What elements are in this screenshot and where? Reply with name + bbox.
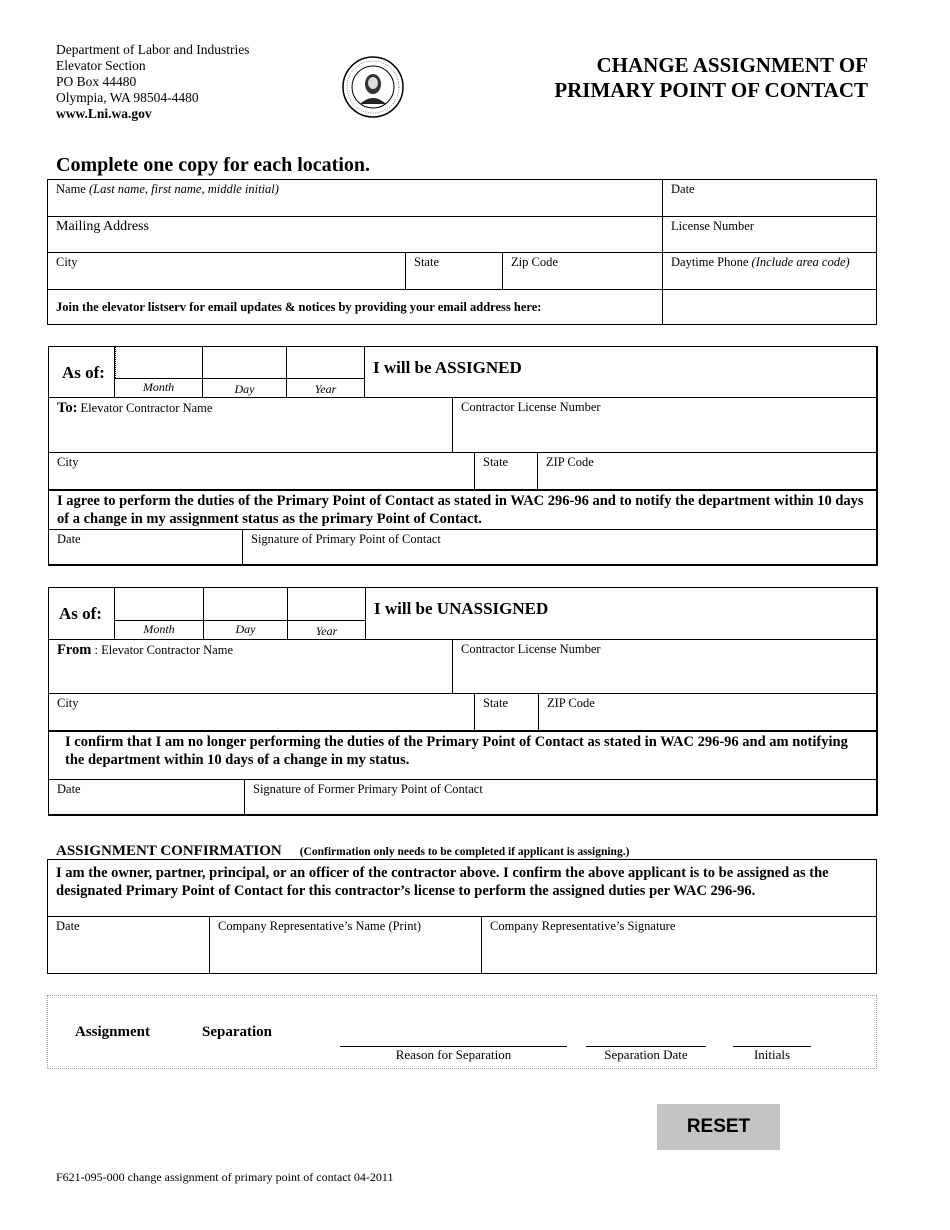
assigned-state-input[interactable] [481, 468, 537, 488]
assignment-label: Assignment [75, 1024, 151, 1040]
unassigned-year-label: Year [288, 620, 366, 639]
assigned-day-input[interactable] [209, 353, 287, 375]
state-seal-icon [342, 56, 404, 118]
assigned-state-label: State [483, 455, 508, 469]
mailing-address-input[interactable] [58, 232, 662, 252]
unassigned-month-input[interactable] [121, 594, 203, 616]
agency-website: www.Lni.wa.gov [56, 106, 152, 121]
unassigned-zip-input[interactable] [547, 709, 871, 729]
assigned-month-label: Month [115, 378, 203, 397]
address-line-3: PO Box 44480 [56, 74, 137, 89]
assigned-date-label: Date [57, 532, 81, 546]
initials-input[interactable] [736, 1026, 812, 1046]
phone-label: Daytime Phone [671, 255, 752, 269]
license-label: License Number [671, 219, 754, 233]
form-title-line-2: PRIMARY POINT OF CONTACT [554, 78, 868, 102]
assigned-city-label: City [57, 455, 79, 469]
assigned-section [48, 346, 878, 566]
initials-label: Initials [753, 1047, 791, 1062]
zip-label: Zip Code [511, 255, 558, 269]
assigned-day-label: Day [203, 378, 287, 397]
form-title [470, 53, 868, 103]
reset-button[interactable]: RESET [657, 1104, 780, 1150]
date-label: Date [671, 182, 695, 196]
unassigned-date-input[interactable] [59, 795, 243, 815]
email-input[interactable] [670, 298, 874, 320]
zip-input[interactable] [511, 268, 660, 288]
name-hint: (Last name, first name, middle initial) [88, 182, 279, 196]
unassigned-as-of-label: As of: [49, 588, 115, 639]
confirmation-note: (Confirmation only needs to be completed if applicant is assigning.) [299, 846, 630, 858]
assigned-city-input[interactable] [59, 468, 473, 488]
assigned-year-input[interactable] [293, 353, 365, 375]
unassigned-from-separator: : [91, 643, 98, 657]
rep-signature-input[interactable] [490, 938, 874, 960]
confirmation-date-input[interactable] [58, 938, 208, 960]
assigned-statement: I agree to perform the duties of the Primary Point of Contact as stated in WAC 296-96 and to notify the department within 10 days of a change in my assignment status as the primary Point of Contact. [49, 489, 877, 529]
assigned-signature-input[interactable] [251, 545, 875, 565]
assigned-license-input[interactable] [461, 421, 875, 443]
assigned-zip-input[interactable] [546, 468, 870, 488]
separation-date-label: Separation Date [604, 1047, 688, 1062]
assigned-contractor-name-input[interactable] [59, 425, 453, 447]
unassigned-contractor-name-input[interactable] [59, 666, 453, 688]
city-input[interactable] [58, 268, 402, 288]
unassigned-city-input[interactable] [59, 709, 473, 729]
form-title-line-1: CHANGE ASSIGNMENT OF [596, 53, 868, 77]
applicant-section [47, 179, 877, 325]
address-line-2: Elevator Section [56, 58, 146, 73]
name-label: Name [56, 182, 89, 196]
assigned-as-of-label: As of: [49, 347, 115, 397]
phone-hint: (Include area code) [751, 255, 850, 269]
rep-name-label: Company Representative’s Name (Print) [218, 919, 422, 933]
unassigned-day-input[interactable] [210, 594, 288, 616]
reason-label: Reason for Separation [395, 1047, 512, 1062]
address-line-4: Olympia, WA 98504-4480 [56, 90, 199, 105]
rep-name-input[interactable] [218, 938, 480, 960]
unassigned-state-label: State [483, 696, 508, 710]
assigned-date-input[interactable] [59, 545, 241, 565]
unassigned-license-label: Contractor License Number [461, 642, 601, 656]
assigned-year-label: Year [287, 378, 365, 397]
instruction-heading: Complete one copy for each location. [56, 154, 371, 176]
listserv-cell [48, 289, 663, 325]
unassigned-section [48, 587, 878, 816]
phone-input[interactable] [670, 268, 874, 288]
assigned-month-input[interactable] [121, 353, 203, 375]
agency-address [56, 42, 249, 122]
assigned-zip-label: ZIP Code [546, 455, 594, 469]
name-input[interactable] [58, 196, 662, 216]
unassigned-zip-label: ZIP Code [547, 696, 595, 710]
assigned-contractor-name-label: Elevator Contractor Name [80, 401, 213, 415]
unassigned-city-label: City [57, 696, 79, 710]
unassigned-signature-label: Signature of Former Primary Point of Contact [253, 782, 483, 796]
unassigned-year-input[interactable] [294, 594, 366, 616]
unassigned-statement: I confirm that I am no longer performing the duties of the Primary Point of Contact as stated in WAC 296-96 and am notifying the department within 10 days of a change in my status. [49, 730, 877, 779]
confirmation-date-label: Date [56, 919, 80, 933]
assigned-to-prefix: To: [57, 400, 78, 416]
unassigned-day-label: Day [204, 620, 288, 639]
license-number-input[interactable] [670, 232, 874, 252]
unassigned-month-label: Month [115, 620, 204, 639]
assigned-heading: I will be ASSIGNED [373, 358, 522, 377]
confirmation-heading-row [56, 842, 629, 860]
unassigned-heading: I will be UNASSIGNED [374, 599, 549, 618]
unassigned-date-label: Date [57, 782, 81, 796]
form-footer: F621-095-000 change assignment of primary point of contact 04-2011 [56, 1170, 394, 1184]
city-label: City [56, 255, 78, 269]
confirmation-statement: I am the owner, partner, principal, or an officer of the contractor above. I confirm the above applicant is to be assigned as the designated Primary Point of Contact for this contractor’s license to perform the assigned duties per WAC 296-96. [56, 865, 829, 899]
unassigned-signature-input[interactable] [253, 795, 875, 815]
assigned-license-label: Contractor License Number [461, 400, 601, 414]
unassigned-contractor-name-label: Elevator Contractor Name [101, 643, 234, 657]
unassigned-license-input[interactable] [461, 662, 875, 684]
confirmation-heading: ASSIGNMENT CONFIRMATION [56, 843, 282, 859]
state-label: State [414, 255, 439, 269]
separation-label: Separation [202, 1024, 273, 1040]
separation-date-input[interactable] [590, 1026, 706, 1046]
address-line-1: Department of Labor and Industries [56, 42, 250, 57]
unassigned-state-input[interactable] [481, 709, 537, 729]
unassigned-from-prefix: From [57, 642, 92, 658]
assigned-signature-label: Signature of Primary Point of Contact [251, 532, 441, 546]
date-input[interactable] [670, 196, 874, 216]
confirmation-section [47, 859, 877, 974]
mailing-label: Mailing Address [56, 219, 149, 234]
listserv-text: Join the elevator listserv for email updates & notices by providing your email address here: [56, 300, 542, 314]
reason-input[interactable] [344, 1026, 568, 1046]
state-input[interactable] [414, 268, 502, 288]
rep-signature-label: Company Representative’s Signature [490, 919, 676, 933]
